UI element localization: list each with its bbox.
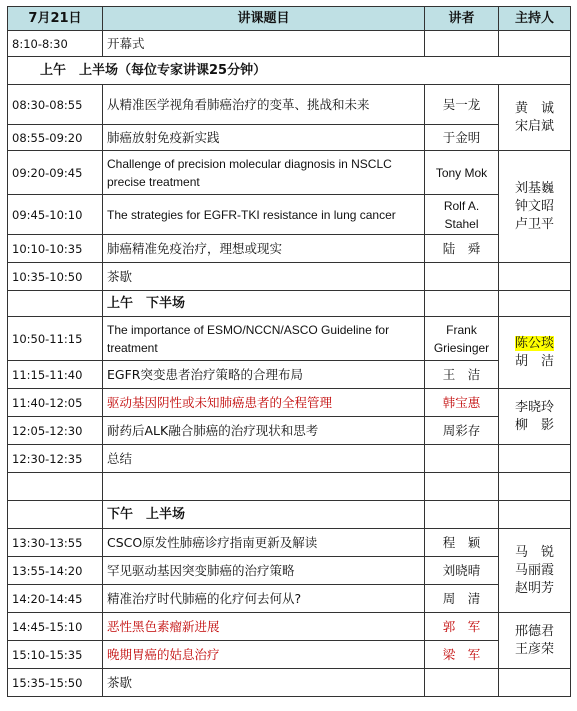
host-name: 马 锐 <box>514 544 554 560</box>
table-row <box>8 417 571 445</box>
topic-cell <box>103 473 425 501</box>
schedule-table <box>7 6 571 697</box>
host-name: 赵明芳 <box>514 580 554 596</box>
topic-cell: Challenge of precision molecular diagnosis in NSCLC precise treatment <box>103 151 425 195</box>
host-cell <box>499 31 571 57</box>
topic-cell: The strategies for EGFR-TKI resistance in lung cancer <box>103 195 425 235</box>
header-host: 主持人 <box>499 7 571 31</box>
speaker-cell: 陆 舜 <box>425 235 499 263</box>
host-name: 宋启斌 <box>514 118 554 134</box>
topic-cell: 耐药后ALK融合肺癌的治疗现状和思考 <box>103 417 425 445</box>
time-cell: 10:50-11:15 <box>8 317 103 361</box>
time-cell: 8:10-8:30 <box>8 31 103 57</box>
speaker-cell: 郭 军 <box>425 613 499 641</box>
header-date: 7月21日 <box>8 7 103 31</box>
table-row <box>8 613 571 641</box>
host-name: 柳 影 <box>514 417 554 433</box>
host-name: 邢德君 <box>514 623 554 639</box>
topic-cell: 肺癌精准免疫治疗，理想或现实 <box>103 235 425 263</box>
table-row <box>8 31 571 57</box>
topic-cell: 晚期胃癌的姑息治疗 <box>103 641 425 669</box>
table-row <box>8 235 571 263</box>
time-cell <box>8 291 103 317</box>
table-row <box>8 85 571 125</box>
table-row <box>8 669 571 697</box>
time-cell: 14:20-14:45 <box>8 585 103 613</box>
speaker-cell <box>425 669 499 697</box>
speaker-cell: 刘晓晴 <box>425 557 499 585</box>
host-cell <box>499 445 571 473</box>
speaker-cell: 吴一龙 <box>425 85 499 125</box>
speaker-cell: Rolf A. Stahel <box>425 195 499 235</box>
host-name: 卢卫平 <box>514 216 554 232</box>
host-name: 钟文昭 <box>514 198 554 214</box>
time-cell: 15:10-15:35 <box>8 641 103 669</box>
topic-cell: 茶歇 <box>103 669 425 697</box>
speaker-cell: Tony Mok <box>425 151 499 195</box>
time-cell: 08:30-08:55 <box>8 85 103 125</box>
host-group-3 <box>499 317 571 389</box>
topic-cell: 开幕式 <box>103 31 425 57</box>
time-cell: 13:30-13:55 <box>8 529 103 557</box>
topic-cell: The importance of ESMO/NCCN/ASCO Guideline for treatment <box>103 317 425 361</box>
speaker-cell: 韩宝惠 <box>425 389 499 417</box>
section-row <box>8 57 571 85</box>
section-title-pm1: 下午 上半场 <box>103 501 425 529</box>
table-row <box>8 317 571 361</box>
host-cell <box>499 501 571 529</box>
time-cell <box>8 473 103 501</box>
section-row <box>8 501 571 529</box>
time-cell: 10:10-10:35 <box>8 235 103 263</box>
speaker-cell <box>425 291 499 317</box>
table-row <box>8 641 571 669</box>
topic-cell: 肺癌放射免疫新实践 <box>103 125 425 151</box>
topic-cell: 精准治疗时代肺癌的化疗何去何从? <box>103 585 425 613</box>
time-cell: 13:55-14:20 <box>8 557 103 585</box>
host-group-2 <box>499 151 571 263</box>
time-cell: 08:55-09:20 <box>8 125 103 151</box>
speaker-cell <box>425 473 499 501</box>
host-name: 李晓玲 <box>514 399 554 415</box>
time-cell <box>8 501 103 529</box>
table-row <box>8 529 571 557</box>
host-name: 王彦荣 <box>514 641 554 657</box>
host-name: 胡 洁 <box>514 353 554 369</box>
host-group-6 <box>499 613 571 669</box>
speaker-cell <box>425 263 499 291</box>
time-cell: 10:35-10:50 <box>8 263 103 291</box>
speaker-cell: 周 清 <box>425 585 499 613</box>
table-row <box>8 195 571 235</box>
speaker-cell: 程 颖 <box>425 529 499 557</box>
speaker-cell: Frank Griesinger <box>425 317 499 361</box>
time-cell: 11:15-11:40 <box>8 361 103 389</box>
time-cell: 14:45-15:10 <box>8 613 103 641</box>
time-cell: 12:30-12:35 <box>8 445 103 473</box>
section-title-am1: 上午 上半场（每位专家讲课25分钟） <box>8 57 571 85</box>
speaker-cell: 王 洁 <box>425 361 499 389</box>
host-name <box>503 335 566 353</box>
host-cell <box>499 473 571 501</box>
section-row <box>8 291 571 317</box>
host-name: 刘基巍 <box>514 180 554 196</box>
blank-row <box>8 473 571 501</box>
table-row <box>8 361 571 389</box>
topic-cell: 从精准医学视角看肺癌治疗的变革、挑战和未来 <box>103 85 425 125</box>
time-cell: 12:05-12:30 <box>8 417 103 445</box>
header-row <box>8 7 571 31</box>
header-topic: 讲课题目 <box>103 7 425 31</box>
header-speaker: 讲者 <box>425 7 499 31</box>
topic-cell: 罕见驱动基因突变肺癌的治疗策略 <box>103 557 425 585</box>
topic-cell: EGFR突变患者治疗策略的合理布局 <box>103 361 425 389</box>
host-name: 马丽霞 <box>514 562 554 578</box>
speaker-cell <box>425 31 499 57</box>
speaker-cell <box>425 501 499 529</box>
table-row <box>8 263 571 291</box>
table-row <box>8 389 571 417</box>
time-cell: 11:40-12:05 <box>8 389 103 417</box>
host-cell <box>499 291 571 317</box>
topic-cell: CSCO原发性肺癌诊疗指南更新及解读 <box>103 529 425 557</box>
section-title-am2: 上午 下半场 <box>103 291 425 317</box>
speaker-cell: 于金明 <box>425 125 499 151</box>
topic-cell: 恶性黑色素瘤新进展 <box>103 613 425 641</box>
topic-cell: 茶歇 <box>103 263 425 291</box>
host-group-4 <box>499 389 571 445</box>
host-group-1 <box>499 85 571 151</box>
table-row <box>8 557 571 585</box>
speaker-cell: 周彩存 <box>425 417 499 445</box>
time-cell: 09:20-09:45 <box>8 151 103 195</box>
table-row <box>8 125 571 151</box>
host-name-highlighted: 陈公琰 <box>514 335 554 351</box>
host-group-5 <box>499 529 571 613</box>
table-row <box>8 445 571 473</box>
time-cell: 09:45-10:10 <box>8 195 103 235</box>
topic-cell: 总结 <box>103 445 425 473</box>
speaker-cell: 梁 军 <box>425 641 499 669</box>
host-cell <box>499 263 571 291</box>
host-cell <box>499 669 571 697</box>
host-name: 黄 诚 <box>514 100 554 116</box>
speaker-cell <box>425 445 499 473</box>
table-row <box>8 585 571 613</box>
time-cell: 15:35-15:50 <box>8 669 103 697</box>
table-row <box>8 151 571 195</box>
topic-cell: 驱动基因阴性或未知肺癌患者的全程管理 <box>103 389 425 417</box>
